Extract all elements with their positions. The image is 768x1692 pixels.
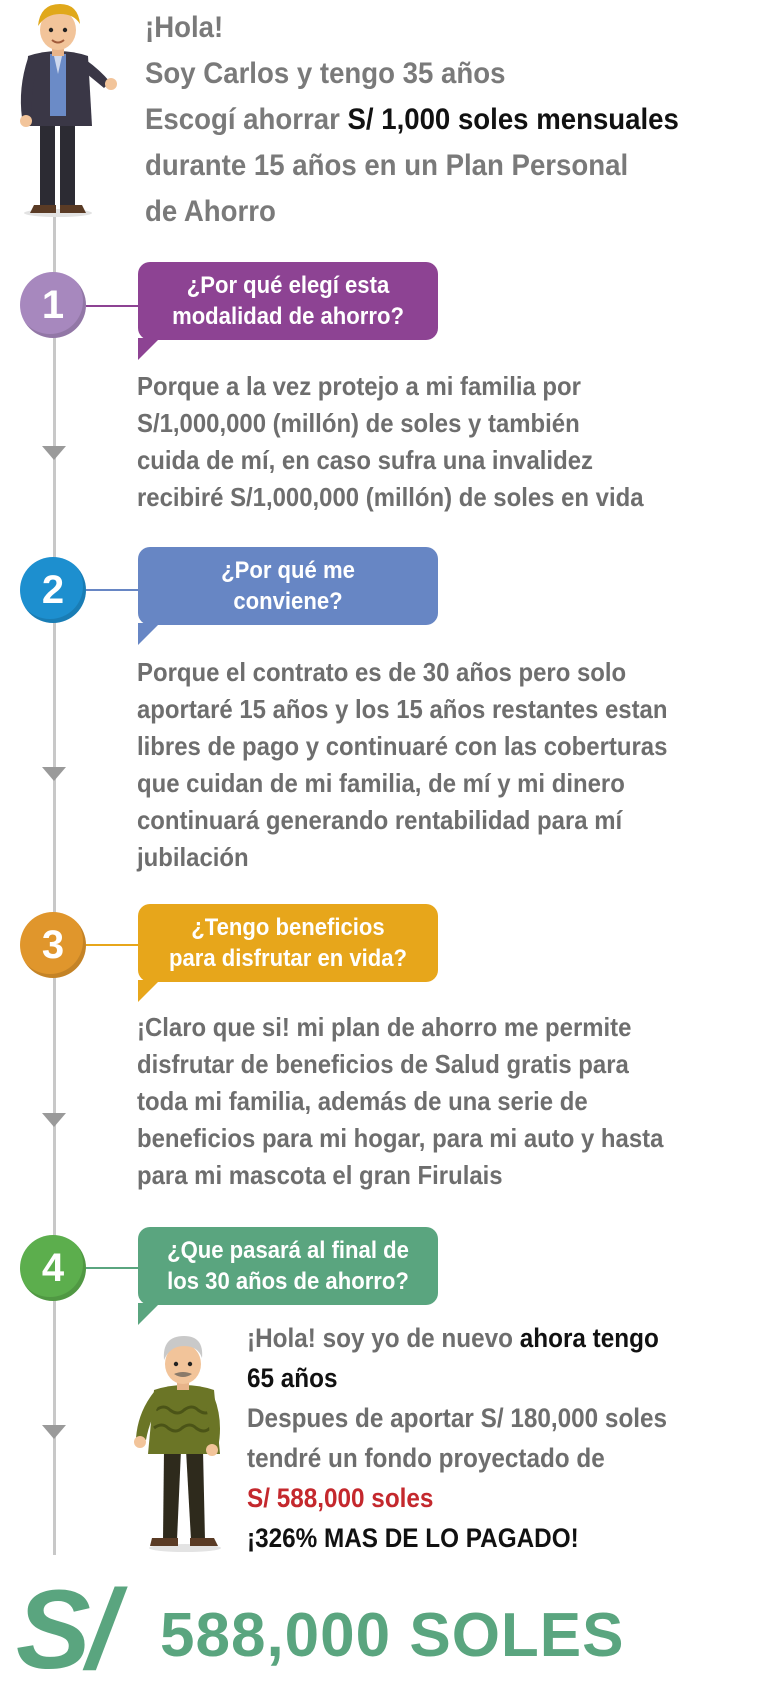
- timeline-line: [53, 205, 56, 1555]
- timeline-arrow-icon: [42, 446, 66, 460]
- step-4-connector: [86, 1267, 142, 1269]
- step-2-connector: [86, 589, 142, 591]
- final-age: 65 años: [247, 1363, 338, 1393]
- intro-greeting: ¡Hola!: [145, 11, 224, 44]
- step-2-question: ¿Por qué me conviene?: [138, 547, 438, 625]
- step-1-connector: [86, 305, 142, 307]
- intro-plan: de Ahorro: [145, 195, 276, 228]
- step-2-number: 2: [20, 557, 86, 623]
- intro-duration: durante 15 años en un Plan Personal: [145, 149, 629, 182]
- final-text: [247, 1318, 706, 1558]
- step-1-question: ¿Por qué elegí esta modalidad de ahorro?: [138, 262, 438, 340]
- step-3-number: 3: [20, 912, 86, 978]
- intro-age: Soy Carlos y tengo 35 años: [145, 57, 506, 90]
- step-3-question: ¿Tengo beneficios para disfrutar en vida?: [138, 904, 438, 982]
- timeline-arrow-icon: [42, 1425, 66, 1439]
- final-fund-amount: S/ 588,000 soles: [247, 1483, 434, 1513]
- final-projection: tendré un fondo proyectado de: [247, 1443, 605, 1473]
- step-1-number: 1: [20, 272, 86, 338]
- final-percentage: ¡326% MAS DE LO PAGADO!: [247, 1523, 579, 1553]
- step-1-answer: Porque a la vez protejo a mi familia por S/1,000,000 (millón) de soles y también cuida de mí, en caso sufra una invalidez recibiré S/1,000,000 (millón) de soles en vida: [137, 371, 644, 512]
- total-amount: 588,000 SOLES: [160, 1601, 625, 1670]
- timeline-arrow-icon: [42, 1113, 66, 1127]
- step-2-answer: Porque el contrato es de 30 años pero solo aportaré 15 años y los 15 años restantes estan libres de pago y continuaré con las coberturas que cuidan de mi familia, de mí y mi dinero continuará generando rentabilidad para mí jubilación: [137, 657, 668, 872]
- step-4-number: 4: [20, 1235, 86, 1301]
- total-symbol: S/: [16, 1567, 114, 1692]
- intro-text: [145, 5, 711, 235]
- final-greeting: ¡Hola! soy yo de nuevo ahora tengo: [247, 1323, 659, 1353]
- final-contribution: Despues de aportar S/ 180,000 soles: [247, 1403, 668, 1433]
- old-man-icon: [130, 1330, 240, 1555]
- young-man-icon: [10, 0, 120, 220]
- step-4-question: ¿Que pasará al final de los 30 años de ahorro?: [138, 1227, 438, 1305]
- intro-saving: Escogí ahorrar S/ 1,000 soles mensuales: [145, 103, 679, 136]
- step-3-connector: [86, 944, 142, 946]
- intro-saving-amount: S/ 1,000 soles mensuales: [347, 103, 679, 136]
- step-3-answer: ¡Claro que si! mi plan de ahorro me permite disfrutar de beneficios de Salud gratis para toda mi familia, además de una serie de beneficios para mi hogar, para mi auto y hasta para mi mascota el gran Firulais: [137, 1012, 664, 1190]
- timeline-arrow-icon: [42, 767, 66, 781]
